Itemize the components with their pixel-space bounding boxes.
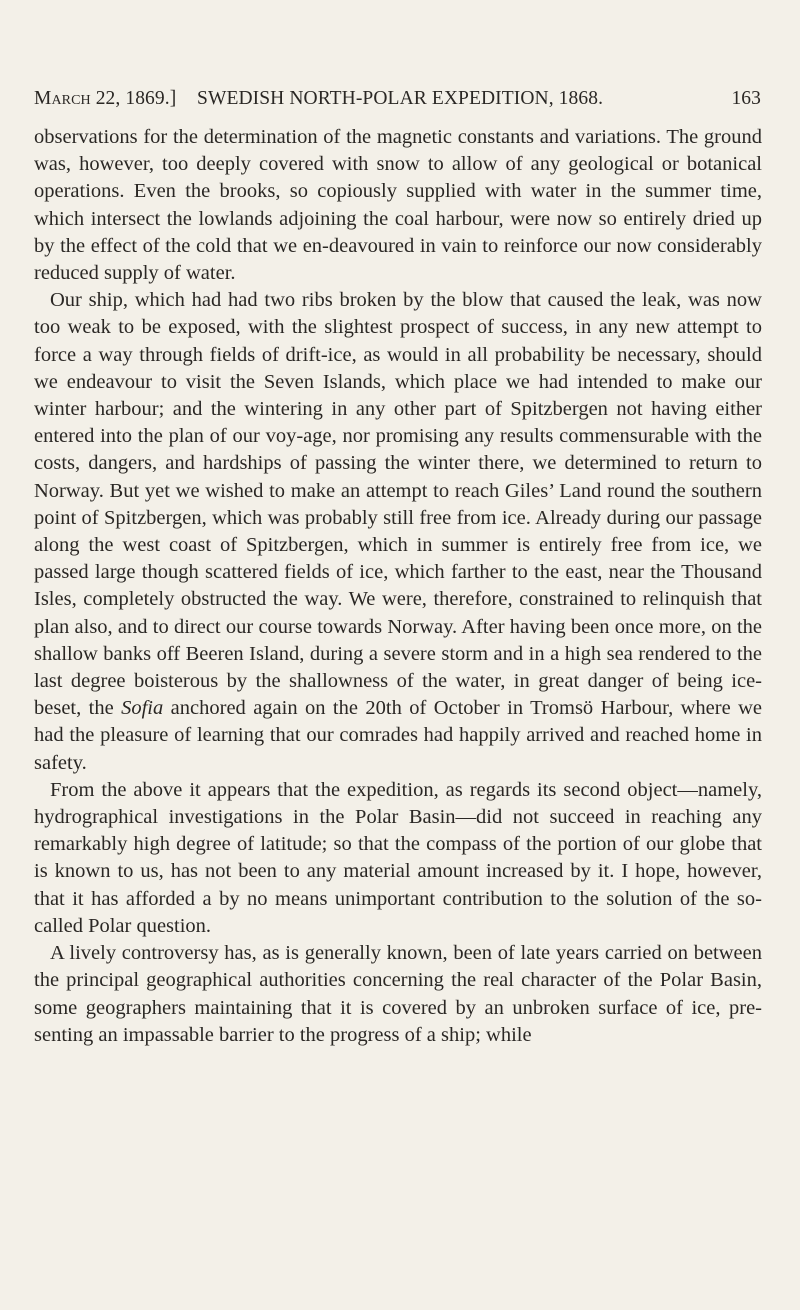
paragraph-text: Our ship, which had had two ribs broken by the blow that caused the leak, was now too weak to be exposed, with the slightest prospect of success, in any new attempt to force a way through fields of drift-ice, as would in all probability be necessary, should we endeavour to visit the Seven Islands, which place we had intended to make our winter harbour; and the wintering in any other part of Spitzbergen not having either entered into the plan of our voy-age, nor promising any results commensurable with the costs, dangers, and hardships of passing the winter there, we determined to return to Norway. But yet we wished to make an attempt to reach Giles’ Land round the southern point of Spitzbergen, which was probably still free from ice. Already during our passage along the west coast of Spitzbergen, which in summer is entirely free from ice, we passed large though scattered fields of ice, which farther to the east, near the Thousand Isles, completely obstructed the way. We were, therefore, constrained to relinquish that plan also, and to direct our course towards Norway. After having been once more, on the shallow banks off Beeren Island, during a severe storm and in a high sea rendered to the last degree boisterous by the shallowness of the water, in great danger of being ice-beset, the [34,289,762,720]
header-date: March 22, 1869.] [34,88,177,109]
paragraph: observations for the determination of the magnetic constants and variations. The ground was, however, too deeply covered with snow to allow of any geological or botanical operations. Even the brooks, so copiously supplied with water in the summer time, which intersect the lowlands adjoining the coal harbour, were now so entirely dried up by the effect of the cold that we en-deavoured in vain to reinforce our now considerably reduced supply of water. [34,126,762,285]
paragraph: From the above it appears that the expedition, as regards its second object—namely, hydrographical investigations in the Polar Basin—did not succeed in reaching any remarkably high degree of latitude; so that the compass of the portion of our globe that is known to us, has not been to any material amount increased by it. I hope, however, that it has afforded a by no means unimportant contribution to the solution of the so-called Polar question. [34,778,762,937]
ship-name: Sofia [121,697,164,720]
page-number: 163 [731,88,761,109]
header-title: SWEDISH NORTH-POLAR EXPEDITION, 1868. [197,88,604,109]
paragraph [34,287,762,777]
paragraph: A lively controversy has, as is generally known, been of late years carried on between the principal geographical authorities concerning the real character of the Polar Basin, some geographers maintaining that it is covered by an unbroken surface of ice, pre-senting an impassable barrier to the progress of a ship; while [34,942,762,1046]
running-head [34,88,762,112]
paragraph-text: anchored again on the 20th of October in Tromsö Harbour, where we had the pleasure of learning that our comrades had happily arrived and reached home in safety. [34,697,762,774]
body-text [34,124,762,1049]
book-page [34,0,762,1310]
